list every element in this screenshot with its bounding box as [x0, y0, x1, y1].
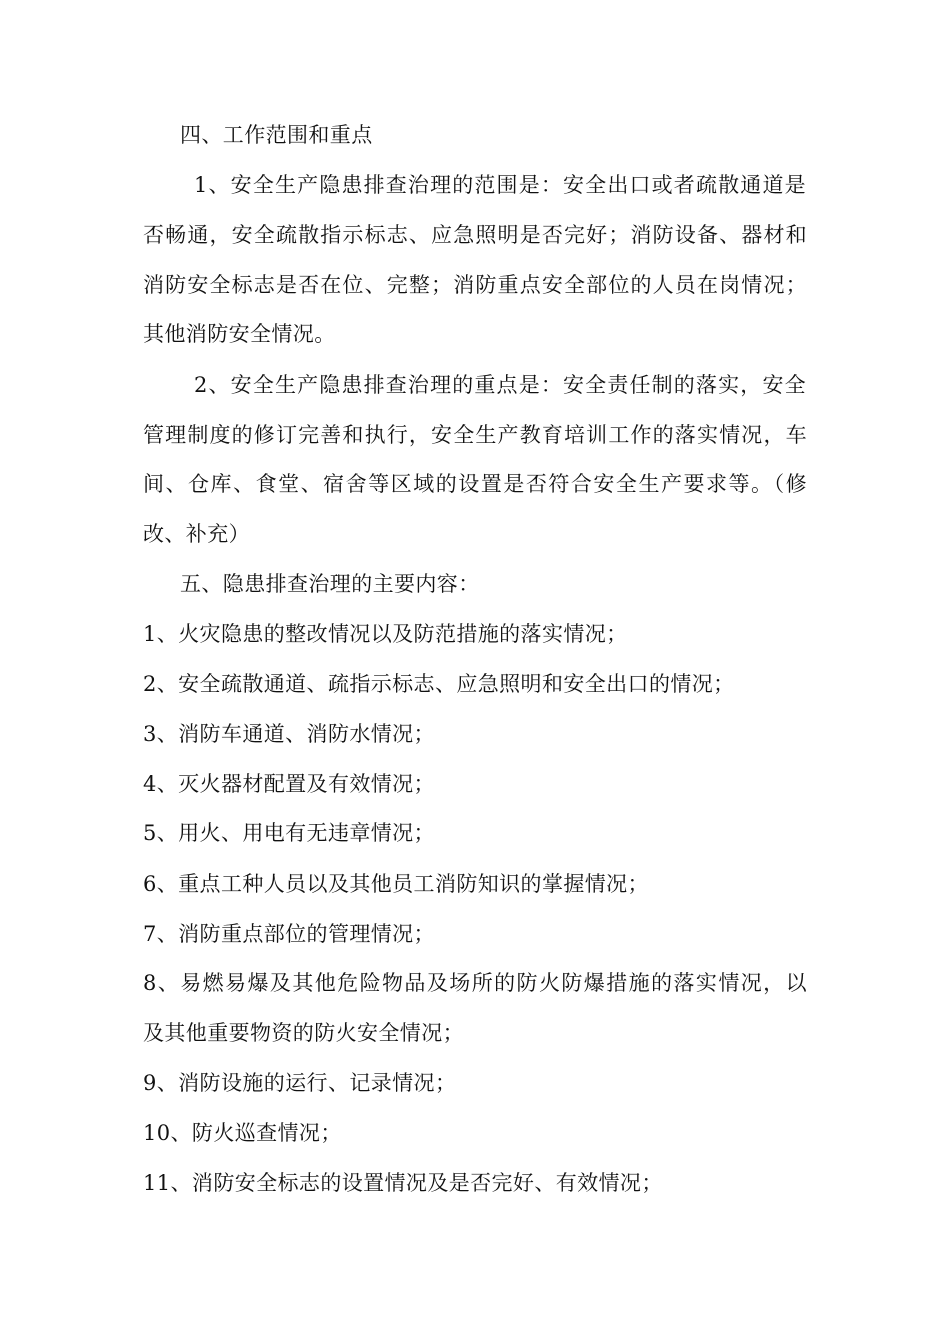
section-heading-scope: 四、工作范围和重点: [180, 123, 373, 147]
list-item-2: 2、安全疏散通道、疏指示标志、应急照明和安全出口的情况；: [143, 672, 735, 696]
paragraph-focus-line-4: 改、补充）: [143, 522, 250, 546]
list-item-1: 1、火灾隐患的整改情况以及防范措施的落实情况；: [143, 622, 628, 646]
list-item-11: 11、消防安全标志的设置情况及是否完好、有效情况；: [143, 1171, 663, 1195]
list-item-7: 7、消防重点部位的管理情况；: [143, 922, 435, 946]
list-item-5: 5、用火、用电有无违章情况；: [143, 821, 435, 845]
list-item-3: 3、消防车通道、消防水情况；: [143, 722, 435, 746]
paragraph-scope-line-4: 其他消防安全情况。: [143, 322, 336, 346]
paragraph-scope-line-3: 消防安全标志是否在位、完整；消防重点安全部位的人员在岗情况；: [143, 273, 807, 297]
paragraph-scope-line-1: 1、安全生产隐患排查治理的范围是：安全出口或者疏散通道是: [194, 173, 806, 197]
list-item-8-line-1: 8、易燃易爆及其他危险物品及场所的防火防爆措施的落实情况，以: [143, 971, 807, 995]
section-heading-contents: 五、隐患排查治理的主要内容：: [180, 572, 480, 596]
list-item-6: 6、重点工种人员以及其他员工消防知识的掌握情况；: [143, 872, 649, 896]
list-item-10: 10、防火巡查情况；: [143, 1121, 342, 1145]
paragraph-scope-line-2: 否畅通，安全疏散指示标志、应急照明是否完好；消防设备、器材和: [143, 223, 807, 247]
paragraph-focus-line-1: 2、安全生产隐患排查治理的重点是：安全责任制的落实，安全: [194, 373, 806, 397]
list-item-9: 9、消防设施的运行、记录情况；: [143, 1071, 457, 1095]
list-item-4: 4、灭火器材配置及有效情况；: [143, 772, 435, 796]
list-item-8-line-2: 及其他重要物资的防火安全情况；: [143, 1021, 464, 1045]
paragraph-focus-line-2: 管理制度的修订完善和执行，安全生产教育培训工作的落实情况，车: [143, 423, 807, 447]
paragraph-focus-line-3: 间、仓库、食堂、宿舍等区域的设置是否符合安全生产要求等。（修: [143, 472, 807, 496]
